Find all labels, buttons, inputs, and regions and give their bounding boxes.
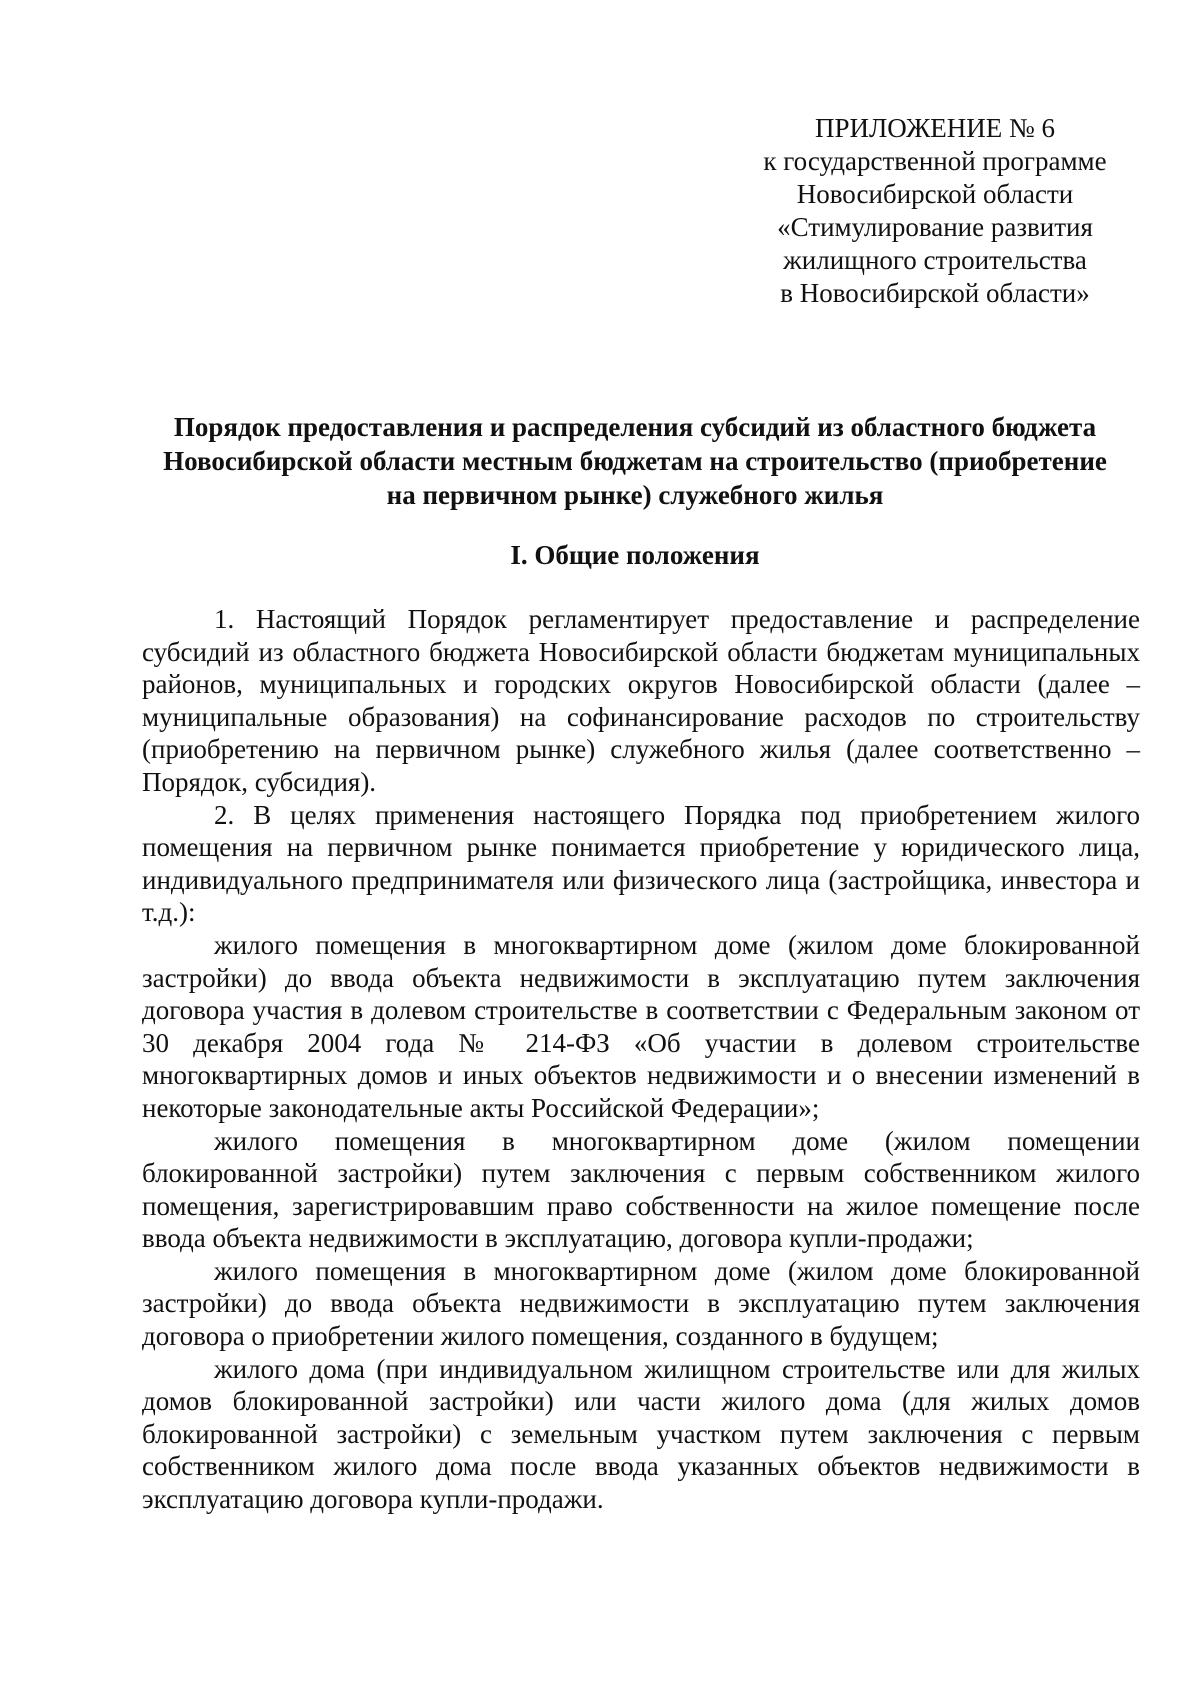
paragraph: жилого помещения в многоквартирном доме (жилом доме блокированной застройки) до ввода объекта недвижимости в эксплуатацию путем заключения договора о приобретении жилого помещения, созданного в будущем;: [142, 1255, 1140, 1352]
appendix-line: ПРИЛОЖЕНИЕ № 6: [814, 113, 1056, 143]
paragraph: жилого дома (при индивидуальном жилищном строительстве или для жилых домов блокированной застройки) или части жилого дома (для жилых домов блокированной застройки) с земельным участком путем заключения с первым собственником жилого дома после ввода указанных объектов недвижимости в эксплуатацию договора купли-продажи.: [142, 1353, 1140, 1515]
paragraph: 2. В целях применения настоящего Порядка под приобретением жилого помещения на первичном рынке понимается приобретение у юридического лица, индивидуального предпринимателя или физического лица (застройщика, инвестора и т.д.):: [142, 799, 1140, 928]
title-line: Новосибирской области местным бюджетам на строительство (приобретение: [163, 446, 1107, 476]
appendix-line: жилищного строительства: [783, 245, 1087, 275]
document-title: [130, 410, 1140, 512]
paragraph: жилого помещения в многоквартирном доме (жилом доме блокированной застройки) до ввода объекта недвижимости в эксплуатацию путем заключения договора участия в долевом строительстве в соответствии с Федеральным законом от 30 декабря 2004 года № 214-ФЗ «Об участии в долевом строительстве многоквартирных домов и иных объектов недвижимости и о внесении изменений в некоторые законодательные акты Российской Федерации»;: [142, 929, 1140, 1123]
appendix-header: [740, 112, 1130, 310]
section-heading: I. Общие положения: [510, 540, 760, 570]
appendix-line: «Стимулирование развития: [777, 212, 1093, 242]
paragraph: 1. Настоящий Порядок регламентирует предоставление и распределение субсидий из областного бюджета Новосибирской области бюджетам муниципальных районов, муниципальных и городских округов Новосибирской области (далее – муниципальные образования) на софинансирование расходов по строительству (приобретению на первичном рынке) служебного жилья (далее соответственно – Порядок, субсидия).: [142, 604, 1140, 797]
appendix-line: Новосибирской области: [796, 179, 1074, 209]
document-body: [142, 603, 1140, 1516]
appendix-line: к государственной программе: [763, 146, 1107, 176]
paragraph: жилого помещения в многоквартирном доме (жилом помещении блокированной застройки) путем заключения с первым собственником жилого помещения, зарегистрировавшим право собственности на жилое помещение после ввода объекта недвижимости в эксплуатацию, договора купли-продажи;: [142, 1125, 1140, 1254]
title-line: на первичном рынке) служебного жилья: [386, 480, 884, 510]
appendix-line: в Новосибирской области»: [780, 278, 1090, 308]
title-line: Порядок предоставления и распределения субсидий из областного бюджета: [173, 412, 1097, 442]
